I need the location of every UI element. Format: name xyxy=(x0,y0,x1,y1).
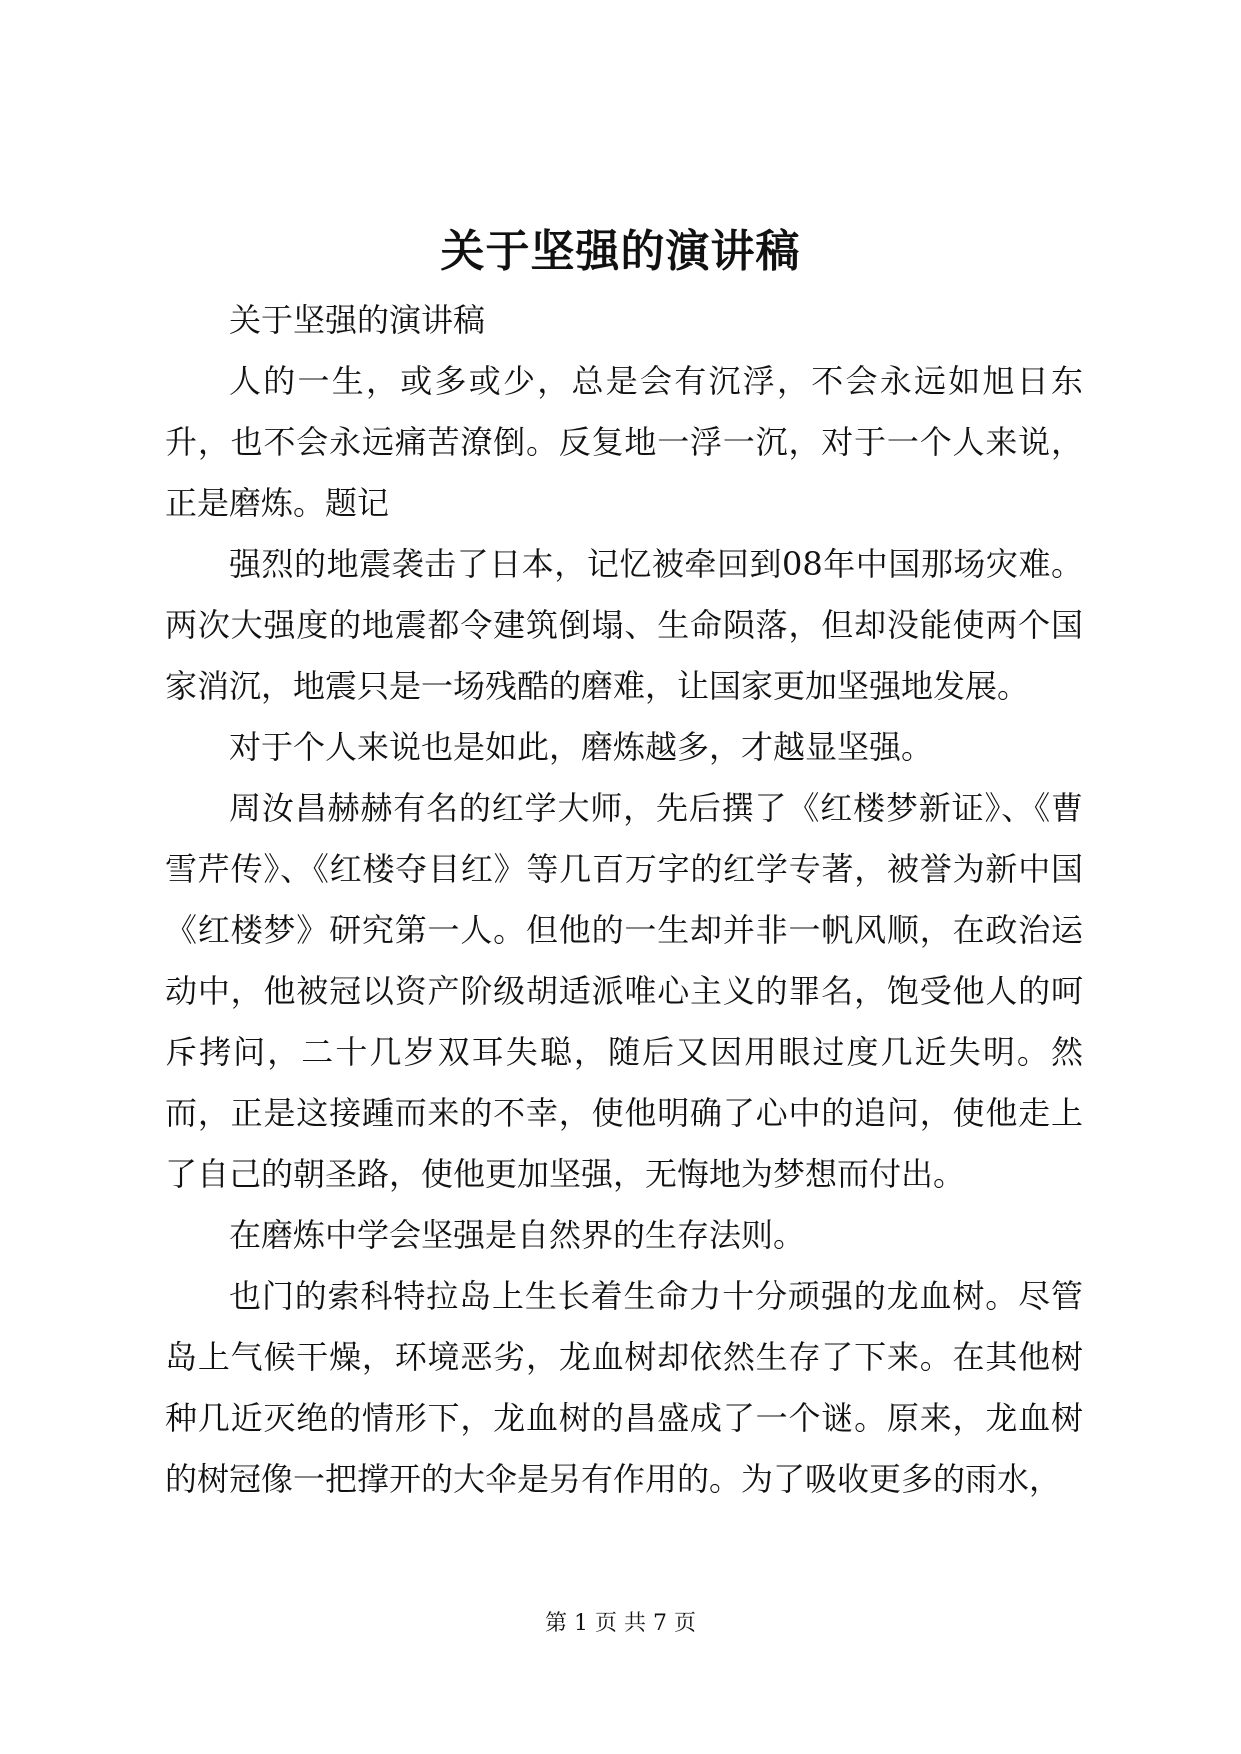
paragraph-zhou-ruchang: 周汝昌赫赫有名的红学大师，先后撰了《红楼梦新证》、《曹雪芹传》、《红楼夺目红》等几百万字的红学专著，被誉为新中国《红楼梦》研究第一人。但他的一生却并非一帆风顺，在政治运动中，他被冠以资产阶级胡适派唯心主义的罪名，饱受他人的呵斥拷问，二十几岁双耳失聪，随后又因用眼过度几近失明。然而，正是这接踵而来的不幸，使他明确了心中的追问，使他走上了自己的朝圣路，使他更加坚强，无悔地为梦想而付出。 xyxy=(165,789,1083,1193)
paragraph-earthquake: 强烈的地震袭击了日本，记忆被牵回到08年中国那场灾难。两次大强度的地震都令建筑倒塌、生命陨落，但却没能使两个国家消沉，地震只是一场残酷的磨难，让国家更加坚强地发展。 xyxy=(165,545,1083,705)
paragraph-personal: 对于个人来说也是如此，磨炼越多，才越显坚强。 xyxy=(229,728,934,766)
document-title: 关于坚强的演讲稿 xyxy=(440,226,801,277)
document-body xyxy=(165,290,1083,1510)
paragraph-epigraph: 人的一生，或多或少，总是会有沉浮，不会永远如旭日东升，也不会永远痛苦潦倒。反复地一浮一沉，对于一个人来说，正是磨炼。题记 xyxy=(165,362,1083,522)
paragraph-nature-law: 在磨炼中学会坚强是自然界的生存法则。 xyxy=(229,1216,806,1254)
page-footer: 第 1 页 共 7 页 xyxy=(545,1611,696,1636)
paragraph-subtitle: 关于坚强的演讲稿 xyxy=(229,301,486,339)
paragraph-dragon-blood-tree: 也门的索科特拉岛上生长着生命力十分顽强的龙血树。尽管岛上气候干燥，环境恶劣，龙血树却依然生存了下来。在其他树种几近灭绝的情形下，龙血树的昌盛成了一个谜。原来，龙血树的树冠像一把撑开的大伞是另有作用的。为了吸收更多的雨水， xyxy=(165,1277,1083,1498)
